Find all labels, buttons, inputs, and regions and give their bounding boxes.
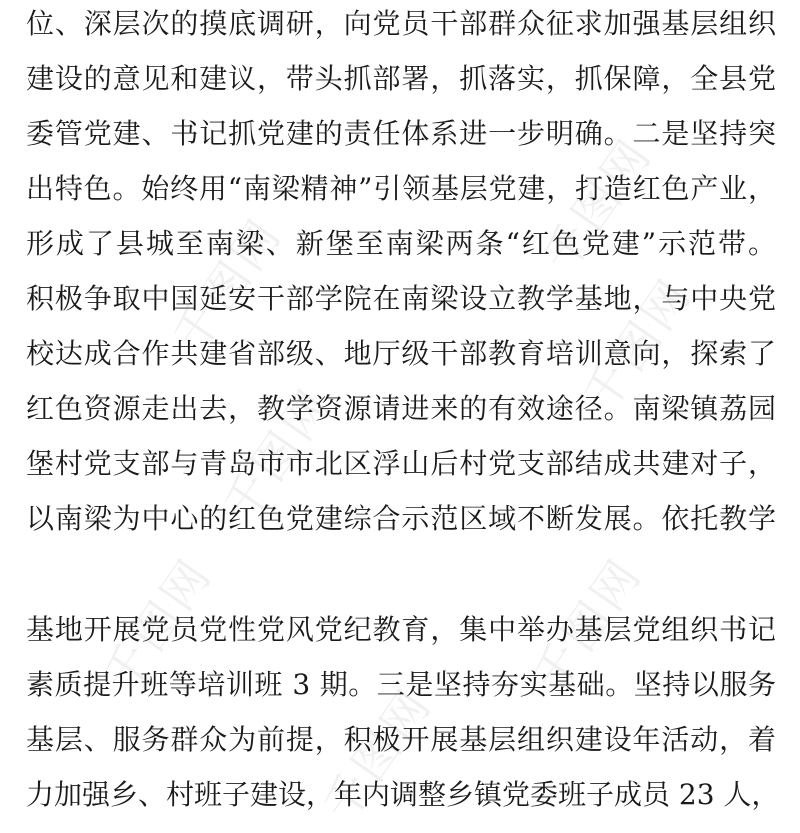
text-line: 建设的意见和建议，带头抓部署，抓落实，抓保障，全县党 — [26, 62, 776, 95]
text-line: 出特色。始终用“南梁精神”引领基层党建，打造红色产业， — [26, 172, 776, 205]
watermark-text: 千图网 — [212, 377, 343, 532]
watermark-text: 千图网 — [162, 207, 293, 362]
text-line: 堡村党支部与青岛市市北区浮山后村党支部结成共建对子， — [26, 447, 776, 480]
watermark-text: 千图网 — [522, 547, 653, 702]
text-line: 力加强乡、村班子建设，年内调整乡镇党委班子成员 23 人， — [26, 778, 780, 811]
text-line: 以南梁为中心的红色党建综合示范区域不断发展。依托教学 — [26, 502, 776, 535]
text-line: 红色资源走出去，教学资源请进来的有效途径。南梁镇荔园 — [26, 392, 776, 425]
text-line: 基地开展党员党性党风党纪教育，集中举办基层党组织书记 — [26, 613, 776, 646]
watermark-text: 千图网 — [92, 547, 223, 702]
text-line: 素质提升班等培训班 3 期。三是坚持夯实基础。坚持以服务 — [26, 668, 776, 701]
text-line: 校达成合作共建省部级、地厅级干部教育培训意向，探索了 — [26, 337, 776, 370]
text-line: 委管党建、书记抓党建的责任体系进一步明确。二是坚持突 — [26, 117, 776, 150]
watermark-text: 千图网 — [532, 127, 663, 282]
text-line: 位、深层次的摸底调研，向党员干部群众征求加强基层组织 — [26, 7, 776, 40]
text-line: 形成了县城至南梁、新堡至南梁两条“红色党建”示范带。 — [26, 227, 776, 260]
watermark-text: 千图网 — [572, 267, 703, 422]
text-line: 积极争取中国延安干部学院在南梁设立教学基地，与中央党 — [26, 282, 776, 315]
text-line: 基层、服务群众为前提，积极开展基层组织建设年活动，着 — [26, 723, 776, 756]
watermark-text: 千图网 — [312, 677, 443, 832]
